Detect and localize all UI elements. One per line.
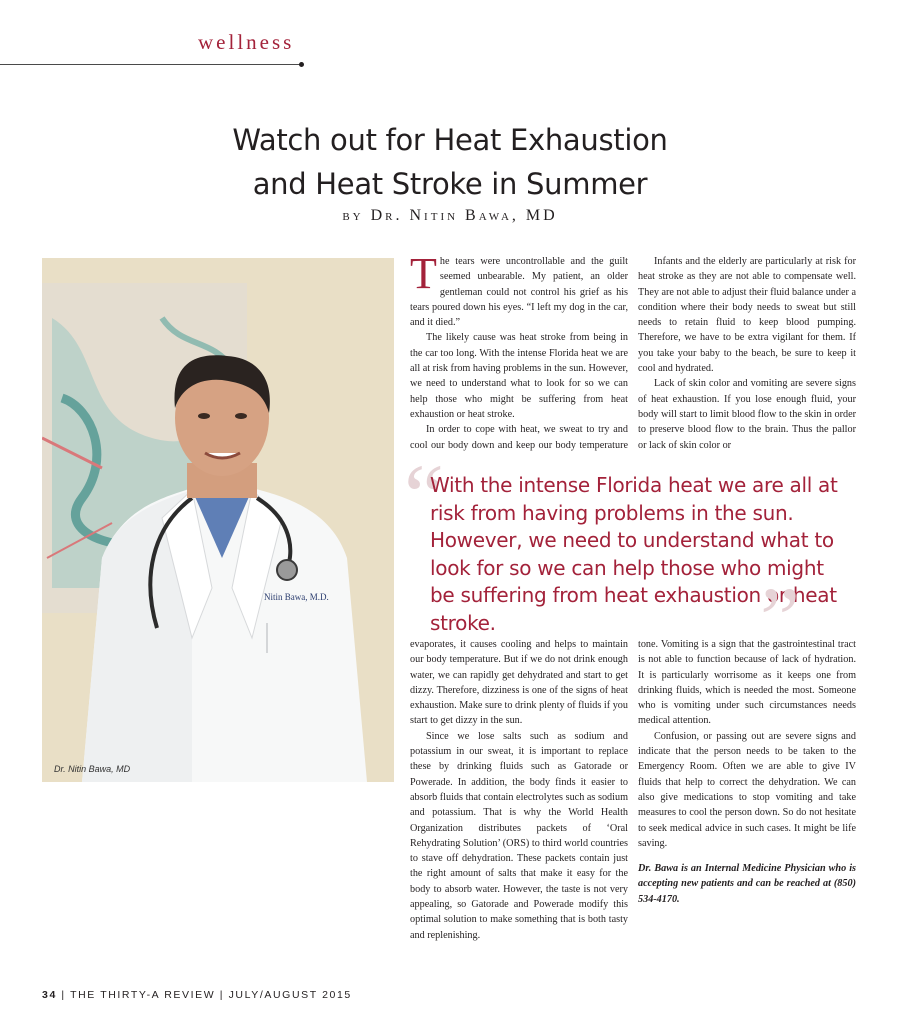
paragraph: tone. Vomiting is a sign that the gastrointestinal tract is not able to function because of lack of hydration. It is particularly worrisome as it keeps one from drinking fluids, which is needed the most. Someone who is vomiting under such circumstances needs medical attention.: [638, 639, 856, 727]
paragraph-text: he tears were uncontrollable and the guilt seemed unbearable. My patient, an older gentleman could not control his grief as his tears poured down his eyes. “I left my dog in the car, and it died.”: [410, 256, 628, 329]
section-rule: [0, 64, 302, 65]
section-tag: wellness: [198, 30, 295, 54]
article-title-line2: and Heat Stroke in Summer: [252, 167, 648, 201]
paragraph: evaporates, it causes cooling and helps to maintain our body temperature. But if we do not drink enough water, we can rapidly get dehydrated and start to get dizzy. Therefore, dizziness is one of the signs of heat exhaustion. Make sure to drink plenty of fluids if you start to get dizzy in the sun.: [410, 639, 628, 727]
page-number: 34: [42, 989, 57, 1001]
doctor-photo: [42, 258, 394, 782]
paragraph: Lack of skin color and vomiting are severe signs of heat exhaustion. If you lose enough fluid, your body will start to limit blood flow to the skin in order to preserve blood flow to the brain. Thus the pallor or lack of skin color or: [638, 378, 856, 451]
footer-separator: |: [56, 989, 71, 1001]
coat-name-embroidery: Nitin Bawa, M.D.: [264, 592, 329, 602]
article-title: [0, 118, 900, 206]
column-2-top: [638, 254, 856, 454]
paragraph: Since we lose salts such as sodium and potassium in our sweat, it is important to replace these by drinking fluids such as Gatorade or Powerade. In addition, the body finds it easier to absorb fluids that contain electrolytes such as sodium and potassium. That is why the World Health Organization distributes packets of ‘Oral Rehydrating Solution’ (ORS) to third world countries to stave off dehydration. These packets contain just the right amount of salts that make it easy for the body to absorb water. However, the taste is not very appealing, so Gatorade and Powerade modify this optimal solution to make something that is both tasty and replenishing.: [410, 730, 628, 941]
page-footer: [42, 989, 352, 1001]
pull-quote: With the intense Florida heat we are all at risk from having problems in the sun. However, we need to understand what to look for so we can help those who might be suffering from heat exhaustion or heat stroke.: [430, 473, 838, 635]
paragraph: Confusion, or passing out are severe signs and indicate that the person needs to be taken to the Emergency Room. Often we are able to give IV fluids that help to correct the dehydration. We can also give medications to stop vomiting and take measures to cool the person down. So do not hesitate to seek medical advice in such cases. It might be life saving.: [638, 730, 856, 849]
byline: by Dr. Nitin Bawa, MD: [342, 207, 558, 224]
publication-name: THE THIRTY-A REVIEW | JULY/AUGUST 2015: [70, 989, 352, 1001]
close-quote-mark: ”: [760, 570, 800, 669]
paragraph: Infants and the elderly are particularly at risk for heat stroke as they are not able to compensate well. They are not able to adjust their fluid balance under a condition where their body needs to sweat but still needs to retain fluid to keep blood pumping. Therefore, we have to be extra vigilant for them. If you take your baby to the beach, be sure to keep it cool and hydrated.: [638, 256, 856, 375]
photo-caption: Dr. Nitin Bawa, MD: [54, 764, 131, 774]
column-2-bottom: [638, 637, 856, 907]
paragraph: [410, 254, 628, 330]
section-rule-dot: [299, 62, 304, 67]
column-1-top: [410, 254, 628, 454]
doctor-portrait-illustration: [42, 258, 394, 782]
column-1-bottom: [410, 637, 628, 943]
article-title-line1: Watch out for Heat Exhaustion: [232, 123, 668, 157]
author-bio: Dr. Bawa is an Internal Medicine Physician who is accepting new patients and can be reached at (850) 534-4170.: [638, 863, 856, 905]
open-quote-mark: “: [404, 447, 444, 546]
paragraph: The likely cause was heat stroke from being in the car too long. With the intense Florida heat we are all at risk from having problems in the sun. However, we need to understand what to look for so we can help those who might be suffering from heat exhaustion or heat stroke.: [410, 332, 628, 420]
paragraph: In order to cope with heat, we sweat to try and cool our body down and keep our body temperature: [410, 424, 628, 451]
drop-cap: T: [410, 254, 437, 298]
